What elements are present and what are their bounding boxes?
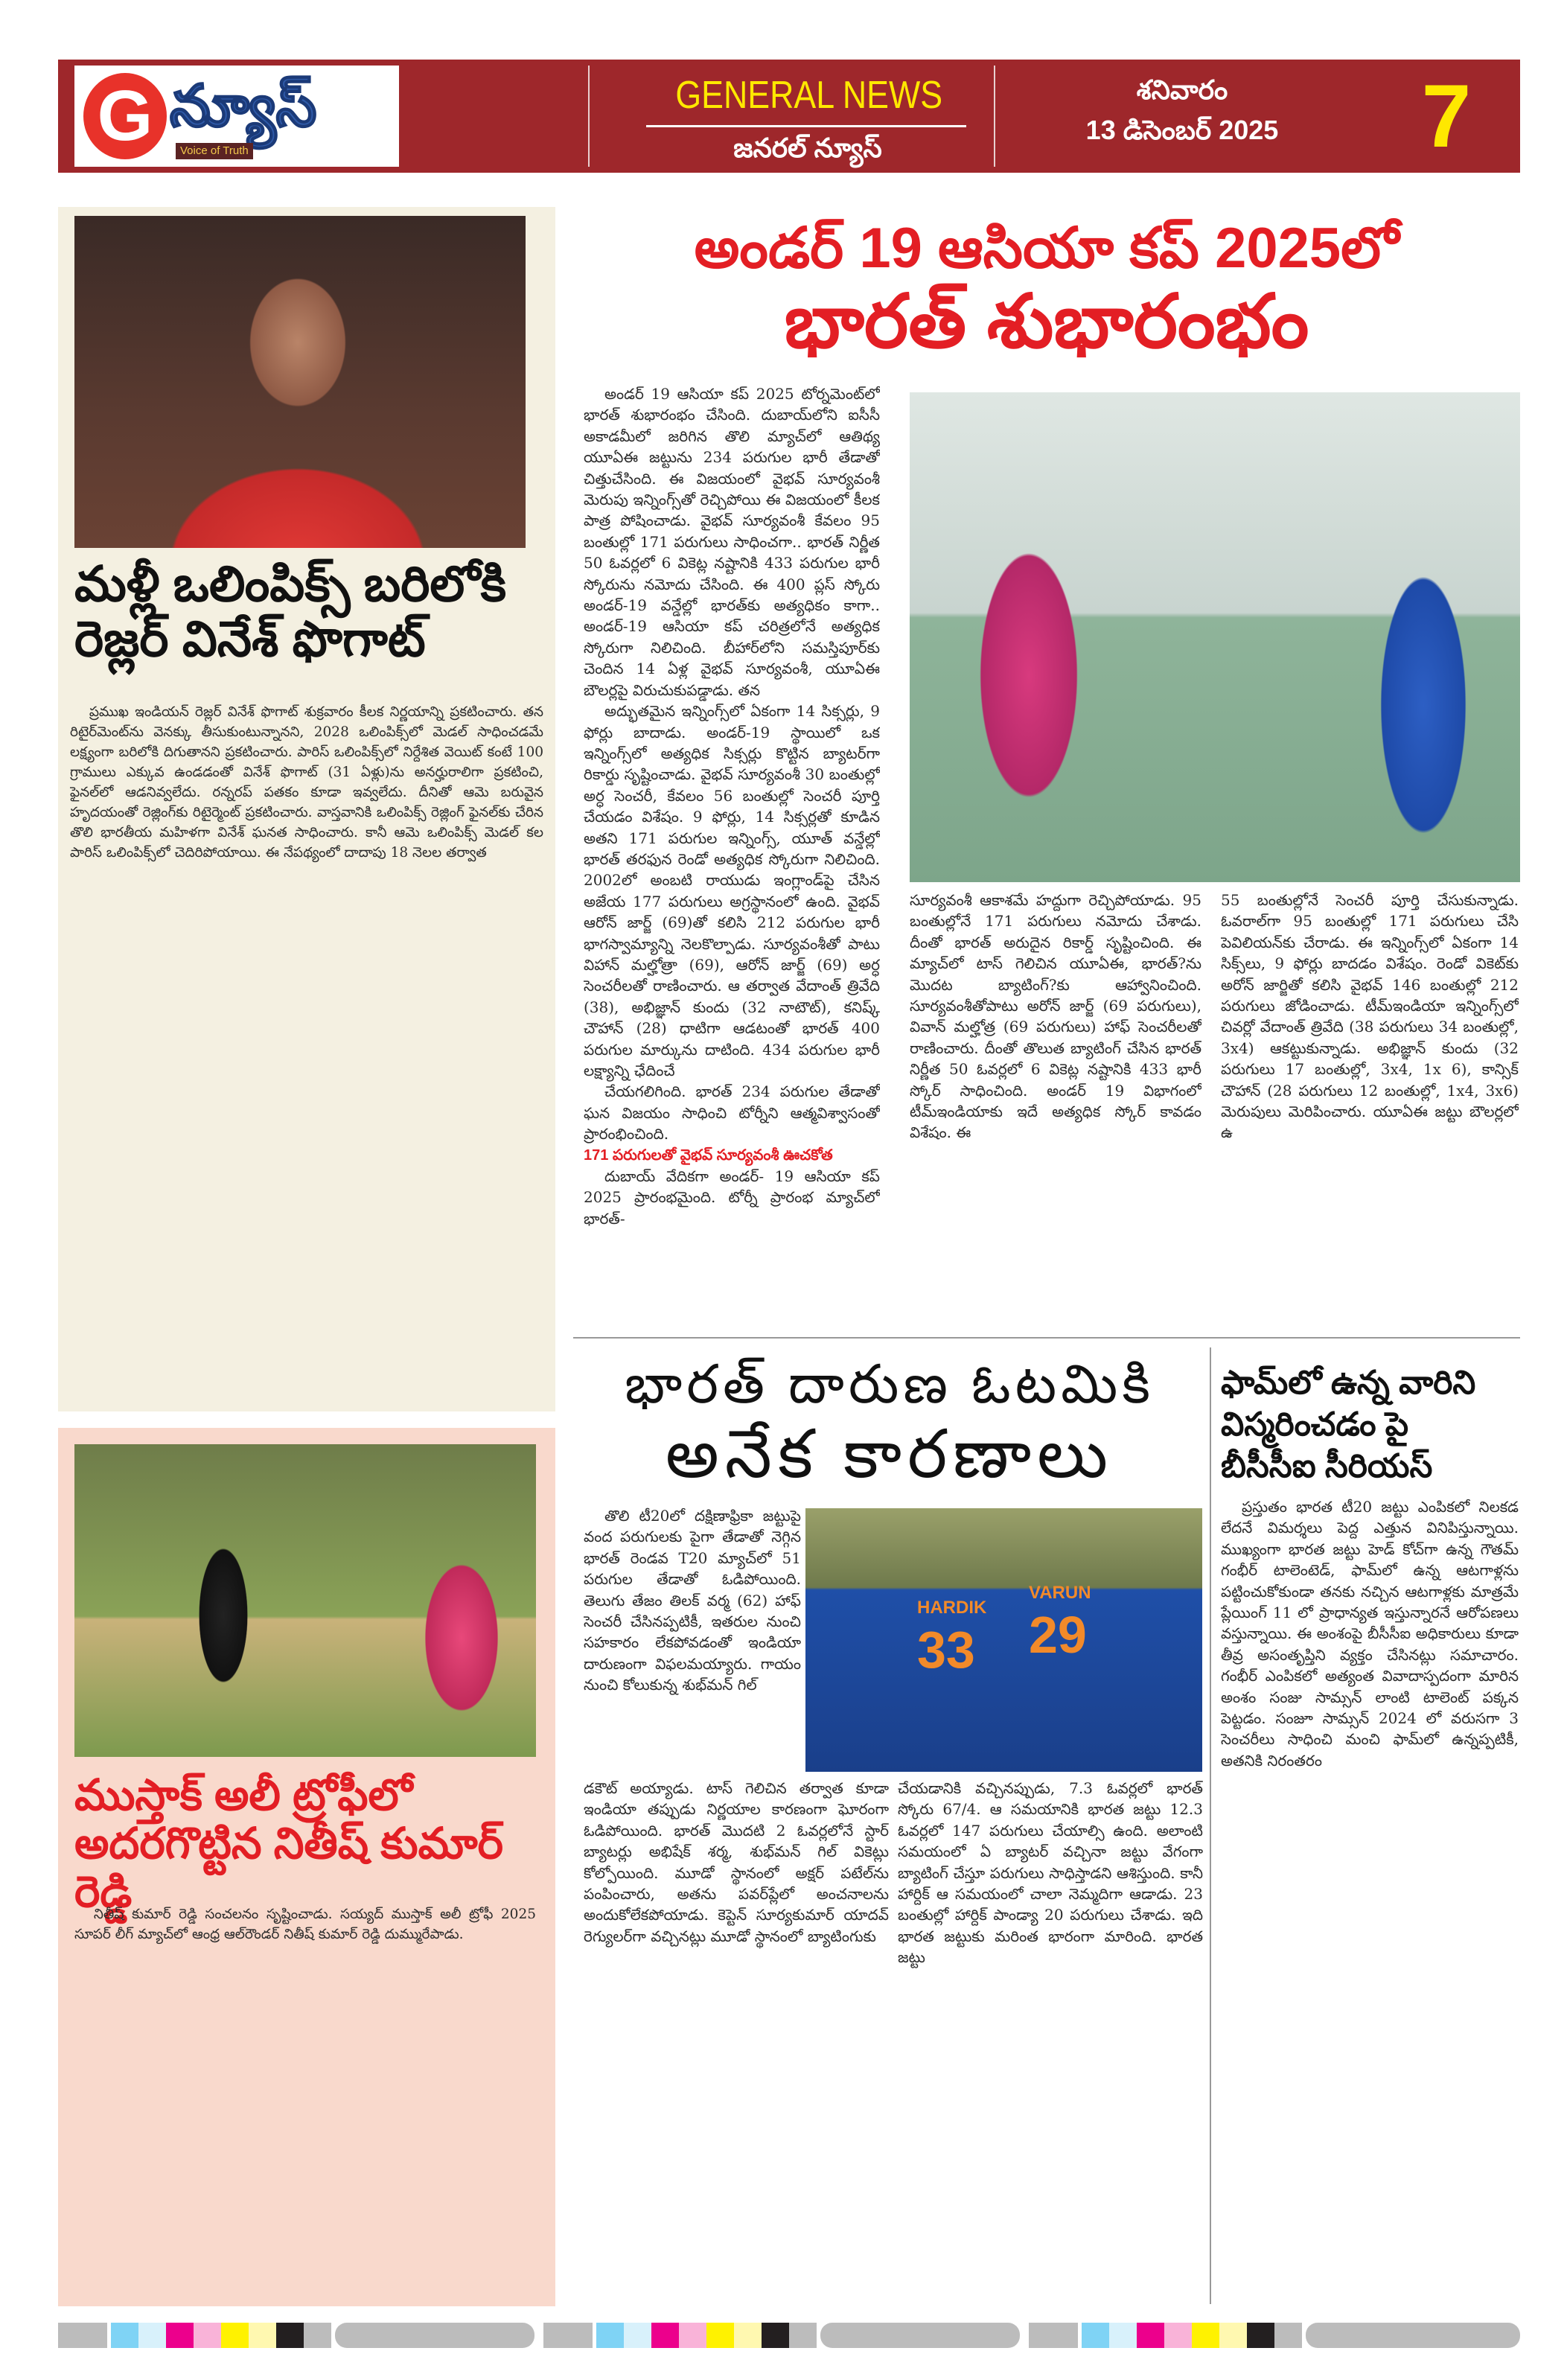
- color-swatch: [1109, 2323, 1137, 2348]
- color-swatch: [1274, 2323, 1302, 2348]
- section-title-en: GENERAL NEWS: [675, 74, 943, 117]
- paragraph: ప్రస్తుతం భారత టీ20 జట్టు ఎంపికలో నిలకడ లేదనే విమర్శలు పెద్ద ఎత్తున వినిపిస్తున్నాయి. ముఖ్యంగా భారత జట్టు హెడ్ కోచ్‌గా ఉన్న గౌతమ్ గంభీర్ టాలెంటెడ్, ఫామ్‌లో ఉన్న ఆటగాళ్లను పట్టించుకోకుండా తనకు నచ్చిన ఆటగాళ్లకు మాత్రమే ప్లేయింగ్ 11 లో ప్రాధాన్యత ఇస్తున్నారనే ఆరోపణలు వస్తున్నాయి. ఈ అంశంపై బీసీసీఐ అధికారులు కూడా తీవ్ర అసంతృప్తిని వ్యక్తం చేసినట్లు సమాచారం. గంభీర్ ఎంపికలో అత్యంత వివాదాస్పదంగా మారిన అంశం సంజు సామ్సన్ లాంటి టాలెంట్ పక్కన పెట్టడం. సంజూ సామ్సన్ 2024 లో వరుసగా 3 సెంచరీలు సాధించి మంచి ఫామ్‌లో ఉన్నప్పటికీ, అతనికి నిరంతరం: [1221, 1498, 1519, 1770]
- masthead: [58, 60, 1520, 173]
- jersey-name: HARDIK: [917, 1598, 987, 1618]
- main-headline: [573, 214, 1520, 363]
- color-swatch: [734, 2323, 762, 2348]
- headline-line: ఫామ్‌లో ఉన్న వారిని: [1221, 1365, 1476, 1401]
- bcci-body: [1221, 1496, 1519, 2303]
- page-number: 7: [1421, 66, 1472, 166]
- section-divider: [573, 1337, 1520, 1339]
- paragraph: తొలి టీ20లో దక్షిణాఫ్రికా జట్టుపై వంద పరుగులకు పైగా తేడాతో నెగ్గిన భారత్ రెండవ T20 మ్యాచ్‌లో 51 పరుగుల తేడాతో ఓడిపోయింది. తెలుగు తేజం తిలక్ వర్మ (62) హాఫ్ సెంచరీ చేసినప్పటికీ, ఇతరుల నుంచి సహకారం లేకపోవడంతో ఇండియా దారుణంగా విఫలమయ్యారు. గాయం నుంచి కోలుకున్న శుభ్‌మన్ గిల్: [584, 1507, 801, 1694]
- issue-date: 13 డిసెంబర్ 2025: [1085, 115, 1279, 145]
- headline: [74, 557, 551, 667]
- color-swatch: [249, 2323, 276, 2348]
- color-swatch: [166, 2323, 194, 2348]
- color-swatch: [624, 2323, 651, 2348]
- color-bar-pill: [335, 2323, 534, 2348]
- jersey-number: 33: [917, 1621, 975, 1679]
- article-body: [70, 702, 543, 1398]
- defeat-col-right: [898, 1778, 1203, 2303]
- logo-word: న్యూస్: [170, 73, 317, 138]
- headline-line: భారత్ దారుణ ఓటమికి: [625, 1355, 1155, 1414]
- color-swatch: [221, 2323, 249, 2348]
- headline-line: అనేక కారణాలు: [665, 1417, 1114, 1492]
- section-title-te: జనరల్ న్యూస్: [733, 133, 882, 163]
- headline-line: రెజ్లర్ వినేశ్ ఫొగాట్: [74, 610, 426, 666]
- color-swatch: [679, 2323, 706, 2348]
- headline: [74, 1772, 551, 1917]
- team-india-photo: [805, 1508, 1202, 1772]
- paragraph: సూర్యవంశీ ఆకాశమే హద్దుగా రెచ్చిపోయాడు. 95 బంతుల్లోనే 171 పరుగులు నమోదు చేశాడు. దీంతో భారత్ అరుదైన రికార్డ్ సృష్టించింది. ఈ మ్యాచ్‌లో టాస్ గెలిచిన యూఏఈ, భారత్?ను మొదట బ్యాటింగ్?కు ఆహ్వానించింది. సూర్యవంశీతోపాటు అరోన్ జార్జ్ (69 పరుగులు), వివాన్ మల్హోత్ర (69 పరుగులు) హాఫ్ సెంచరీలతో రాణించారు. దీంతో తొలుత బ్యాటింగ్ చేసిన భారత్ నిర్ణీత 50 ఓవర్లలో 6 వికెట్ల నష్టానికి 433 భారీ స్కోర్ సాధించింది. అండర్ 19 విభాగంలో టీమ్ఇండియాకు ఇదే అత్యధిక స్కోర్ కావడం విశేషం. ఈ: [910, 891, 1201, 1142]
- logo-tagline: Voice of Truth: [176, 143, 253, 159]
- jersey-name: VARUN: [1029, 1583, 1091, 1603]
- jersey-number: 29: [1029, 1606, 1087, 1664]
- color-swatch: [706, 2323, 734, 2348]
- color-swatch: [1137, 2323, 1164, 2348]
- color-swatch: [596, 2323, 624, 2348]
- headline-line: విస్మరించడం పై: [1221, 1406, 1409, 1443]
- issue-day: శనివారం: [1136, 74, 1228, 105]
- article-body: [74, 1904, 536, 2291]
- main-article-col1: [584, 383, 880, 1329]
- subheading: 171 పరుగులతో వైభవ్ సూర్యవంశీ ఊచకోత: [584, 1146, 833, 1164]
- paragraph: డకౌట్ అయ్యాడు. టాస్ గెలిచిన తర్వాత కూడా ఇండియా తప్పుడు నిర్ణయాల కారణంగా ఘోరంగా ఓడిపోయింది. భారత్ మొదటి 2 ఓవర్లలోనే స్టార్ బ్యాటర్లు అభిషేక్ శర్మ, శుభ్‌మన్ గిల్ వికెట్లు కోల్పోయింది. మూడో స్థానంలో అక్షర్ పటేల్‌ను పంపించారు, అతను పవర్‌ప్లేలో అంచనాలను అందుకోలేకపోయాడు. కెప్టెన్ సూర్యకుమార్ యాదవ్ రెగ్యులర్‌గా వచ్చినట్లు మూడో స్థానంలో బ్యాటింగుకు: [584, 1779, 889, 1945]
- color-swatch: [1082, 2323, 1109, 2348]
- color-swatch: [1192, 2323, 1219, 2348]
- defeat-headline: [581, 1353, 1199, 1493]
- color-swatch: [111, 2323, 138, 2348]
- bcci-headline: [1221, 1362, 1519, 1487]
- headline-line: బీసీసీఐ సీరియస్: [1221, 1448, 1433, 1484]
- color-swatch: [304, 2323, 331, 2348]
- article-vinesh: [58, 207, 555, 1411]
- color-swatch: [762, 2323, 789, 2348]
- color-swatch: [651, 2323, 679, 2348]
- paragraph: చేయగలిగింది. భారత్ 234 పరుగుల తేడాతో ఘన విజయం సాధించి టోర్నీని ఆత్మవిశ్వాసంతో ప్రారంభించింది.: [584, 1082, 880, 1143]
- logo-letter: G: [83, 73, 167, 159]
- color-swatch: [194, 2323, 221, 2348]
- paragraph: అండర్ 19 ఆసియా కప్ 2025 టోర్నమెంట్‌లో భారత్ శుభారంభం చేసింది. దుబాయ్‌లోని ఐసీసీ అకాడమీలో జరిగిన తొలి మ్యాచ్‌లో ఆతిథ్య యూఏఈ జట్టును 234 పరుగుల భారీ తేడాతో చిత్తుచేసింది. ఈ విజయంలో వైభవ్ సూర్యవంశీ మెరుపు ఇన్నింగ్స్‌తో రెచ్చిపోయి ఈ విజయంలో కీలక పాత్ర పోషించాడు. వైభవ్ సూర్యవంశీ కేవలం 95 బంతుల్లో 171 పరుగులు సాధించగా.. భారత్ నిర్ణీత 50 ఓవర్లలో 6 వికెట్ల నష్టానికి 433 పరుగుల భారీ స్కోరును నమోదు చేసింది. ఈ 400 ప్లస్ స్కోరు అండర్-19 వన్డేల్లో భారత్‌కు అత్యధికం కాగా.. అండర్-19 ఆసియా కప్ చరిత్రలోనే అత్యధిక స్కోరుగా నిలిచింది. బీహార్‌లోని సమస్తిపూర్‌కు చెందిన 14 ఏళ్ల వైభవ్ సూర్యవంశీ, యూఏఈ బౌలర్లపై విరుచుకుపడ్డాడు. తన: [584, 385, 880, 699]
- paragraph: 55 బంతుల్లోనే సెంచరీ పూర్తి చేసుకున్నాడు. ఓవరాల్‌గా 95 బంతుల్లో 171 పరుగులు చేసి పెవిలియన్‌కు చేరాడు. ఈ ఇన్నింగ్స్‌లో ఏకంగా 14 సిక్స్‌లు, 9 ఫోర్లు బాదడం విశేషం. రెండో వికెట్‌కు అరోన్ జార్జితో కలిసి వైభవ్ 146 బంతుల్లో 212 పరుగులు జోడించాడు. టీమ్ఇండియా ఇన్నింగ్స్‌లో చివర్లో వేదాంత్ త్రివేది (38 పరుగులు 34 బంతుల్లో, 3x4) ఆకట్టుకున్నాడు. అభిజ్ఞాన్ కుందు (32 పరుగులు 17 బంతుల్లో, 3x4, 1x 6), కాన్సిక్ చౌహాన్ (28 పరుగులు 12 బంతుల్లో, 1x4, 3x6) మెరుపులు మెరిపించారు. యూఏఈ జట్టు బౌలర్లలో ఉ: [1221, 891, 1519, 1142]
- headline-line: మళ్లీ ఒలింపిక్స్ బరిలోకి: [74, 556, 507, 611]
- cricket-photo: [74, 1444, 536, 1757]
- color-swatch: [789, 2323, 817, 2348]
- wrestler-photo: [74, 216, 526, 548]
- section-rule: [646, 125, 966, 127]
- color-bar-pill: [1306, 2323, 1520, 2348]
- main-article-col3: [1221, 890, 1519, 1329]
- color-swatch: [276, 2323, 304, 2348]
- color-swatch: [58, 2323, 107, 2348]
- headline-line: అండర్ 19 ఆసియా కప్ 2025లో: [694, 217, 1400, 280]
- defeat-col-left: [584, 1778, 889, 2303]
- paragraph: అద్భుతమైన ఇన్నింగ్స్‌లో ఏకంగా 14 సిక్సర్లు, 9 ఫోర్లు బాదాడు. అండర్-19 స్థాయిలో ఒక ఇన్నింగ్స్‌లో అత్యధిక సిక్సర్లు కొట్టిన బ్యాటర్‌గా రికార్డు సృష్టించాడు. వైభవ్ సూర్యవంశీ 30 బంతుల్లో అర్ధ సెంచరీ, కేవలం 56 బంతుల్లో సెంచరీ పూర్తి చేయడం విశేషం. 9 ఫోర్లు, 14 సిక్సర్లతో కూడిన అతని 171 పరుగుల ఇన్నింగ్స్, యూత్ వన్డేల్లో భారత్ తరఫున రెండో అత్యధిక స్కోరుగా నిలిచింది. 2002లో అంబటి రాయుడు ఇంగ్లాండ్‌పై చేసిన అజేయ 177 పరుగులు అగ్రస్థానంలో ఉంది. వైభవ్ ఆరోన్ జార్జ్ (69)తో కలిసి 212 పరుగుల భారీ భాగస్వామ్యాన్ని నెలకొల్పాడు. సూర్యవంశీతో పాటు విహాన్ మల్హోత్రా (69), ఆరోన్ జార్జ్ (69) అర్ధ సెంచరీలతో రాణించారు. ఆ తర్వాత వేదాంత్ త్రివేది (38), అభిజ్ఞాన్ కుందు (32 నాటౌట్), కనిష్క్ చౌహాన్ (28) ధాటిగా ఆడటంతో భారత్ 400 పరుగుల మార్కును దాటింది. 434 పరుగుల భారీ లక్ష్యాన్ని ఛేదించే: [584, 702, 880, 1079]
- paragraph: ప్రముఖ ఇండియన్ రెజ్లర్ వినేశ్ ఫొగాట్ శుక్రవారం కీలక నిర్ణయాన్ని ప్రకటించారు. తన రిటైర్‌మెంట్‌ను వెనక్కు తీసుకుంటున్నానని, 2028 ఒలింపిక్స్‌లో మెడల్ సాధించడమే లక్ష్యంగా బరిలోకి దిగుతానని ప్రకటించారు. పారిస్ ఒలింపిక్స్‌లో నిర్దేశిత వెయిట్ కంటే 100 గ్రాములు ఎక్కువ ఉండడంతో వినేశ్ ఫొగాట్ (31 ఏళ్లు)ను అనర్హురాలిగా ప్రకటించి, ఫైనల్‌లో ఆడనివ్వలేదు. రన్నరప్ పతకం కూడా ఇవ్వలేదు. దీనితో ఆమె బరువైన హృదయంతో రెజ్లింగ్‌కు రిటైర్మెంట్ ప్రకటించారు. వాస్తవానికి ఒలింపిక్స్ రెజ్లింగ్ ఫైనల్‌కు చేరిన తొలి భారతీయ మహిళగా వినేశ్ ఘనత సాధించారు. కానీ ఆమె ఒలింపిక్స్ మెడల్ కల పారిస్ ఒలింపిక్స్‌లో చెదిరిపోయాయి. ఈ నేపథ్యంలో దాదాపు 18 నెలల తర్వాత: [70, 704, 543, 861]
- color-swatch: [1247, 2323, 1274, 2348]
- paragraph: నితీష్ కుమార్ రెడ్డి సంచలనం సృష్టించాడు. సయ్యద్ ముస్తాక్ అలీ ట్రోఫీ 2025 సూపర్ లీగ్ మ్యాచ్‌లో ఆంధ్ర ఆల్‌రౌండర్ నితీష్ కుమార్ రెడ్డి దుమ్మురేపాడు.: [74, 1907, 536, 1942]
- under19-match-photo: [910, 392, 1520, 882]
- column-divider: [1210, 1347, 1211, 2304]
- paragraph: చేయడానికి వచ్చినప్పుడు, 7.3 ఓవర్లలో భారత్ స్కోరు 67/4. ఆ సమయానికి భారత జట్టు 12.3 ఓవర్లలో 147 పరుగులు చేయాల్సి ఉంది. అలాంటి సమయంలో ఏ బ్యాటర్ వచ్చినా జట్టు వేగంగా బ్యాటింగ్ చేస్తూ పరుగులు సాధిస్తాడని ఆశిస్తుంది. కానీ హార్దిక్ ఆ సమయంలో చాలా నెమ్మదిగా ఆడాడు. 23 బంతుల్లో హార్దిక్ పాండ్యా 20 పరుగులు చేశాడు. ఇది భారత జట్టుకు మరింత భారంగా మారింది. భారత జట్టు: [898, 1779, 1203, 1967]
- color-swatch: [1219, 2323, 1247, 2348]
- headline-line: అదరగొట్టిన నితీష్ కుమార్ రెడ్డి: [74, 1819, 503, 1916]
- color-swatch: [1029, 2323, 1078, 2348]
- color-swatch: [543, 2323, 593, 2348]
- headline-line: భారత్ శుభారంభం: [784, 280, 1309, 363]
- main-article-col2: [910, 890, 1201, 1329]
- defeat-col-top: [584, 1505, 801, 1773]
- article-nitish: [58, 1428, 555, 2306]
- color-bar-pill: [820, 2323, 1020, 2348]
- headline-line: ముస్తాక్ అలీ ట్రోఫీలో: [74, 1771, 413, 1819]
- logo: [74, 66, 399, 167]
- color-swatch: [1164, 2323, 1192, 2348]
- paragraph: దుబాయ్ వేదికగా అండర్- 19 ఆసియా కప్ 2025 ప్రారంభమైంది. టోర్నీ ప్రారంభ మ్యాచ్‌లో భారత్-: [584, 1167, 880, 1228]
- color-swatch: [138, 2323, 166, 2348]
